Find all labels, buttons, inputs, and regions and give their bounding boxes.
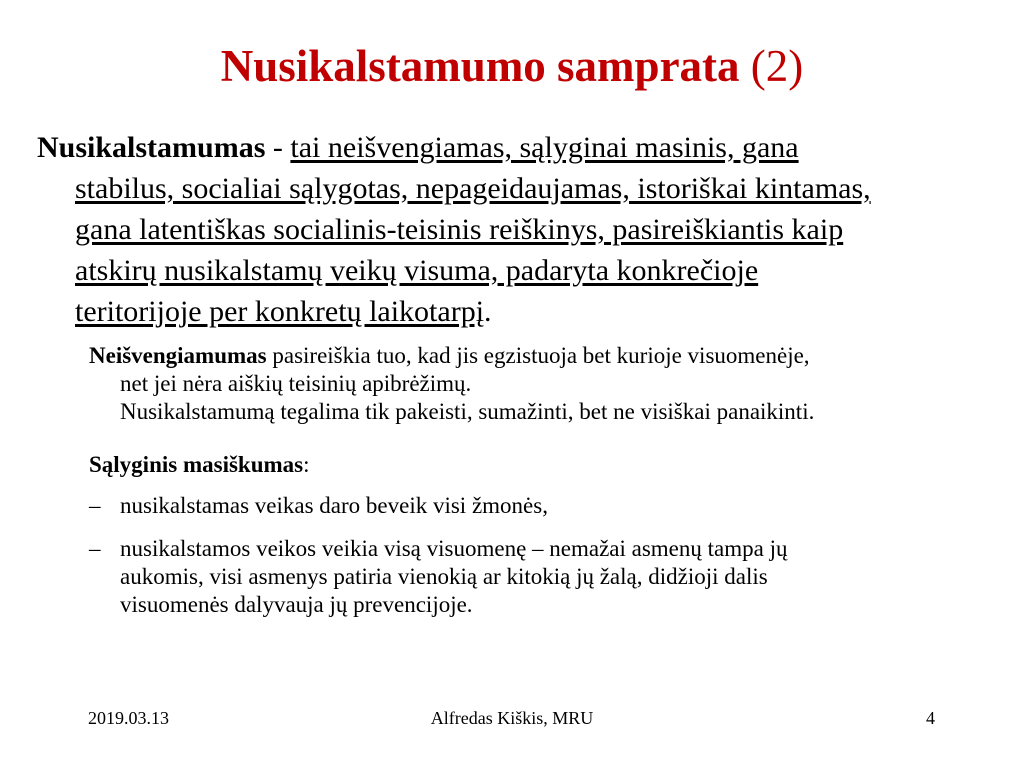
mass-colon: : xyxy=(303,452,310,477)
definition-line-2: stabilus, socialiai sąlygotas, nepageidaujamas, istoriškai kintamas, xyxy=(75,172,871,205)
list-item-line: nusikalstamos veikos veikia visą visuomenę – nemažai asmenų tampa jų xyxy=(120,536,788,561)
definition-line-5: teritorijoje per konkretų laikotarpį xyxy=(75,295,485,328)
definition-paragraph xyxy=(37,127,997,332)
list-item xyxy=(89,535,994,619)
slide-title-suffix: (2) xyxy=(739,41,804,91)
footer-author: Alfredas Kiškis, MRU xyxy=(430,708,594,728)
slide-title xyxy=(0,38,1024,94)
definition-line-1: tai neišvengiamas, sąlyginai masinis, gana xyxy=(290,131,799,164)
inevitability-term: Neišvengiamumas xyxy=(89,343,267,368)
dash-bullet: – xyxy=(89,536,101,561)
inevitability-line-1: pasireiškia tuo, kad jis egzistuoja bet kurioje visuomenėje, xyxy=(266,343,810,368)
definition-separator: - xyxy=(265,131,291,164)
inevitability-paragraph xyxy=(89,342,994,426)
slide-title-main: Nusikalstamumo samprata xyxy=(220,41,740,91)
definition-line-4: atskirų nusikalstamų veikų visuma, padaryta konkrečioje xyxy=(75,254,759,287)
inevitability-line-2: net jei nėra aiškių teisinių apibrėžimų. xyxy=(120,371,472,396)
definition-end: . xyxy=(484,295,492,328)
mass-term: Sąlyginis masiškumas xyxy=(89,452,304,477)
footer-date: 2019.03.13 xyxy=(88,708,169,728)
definition-line-3: gana latentiškas socialinis-teisinis reiškinys, pasireiškiantis kaip xyxy=(75,213,844,246)
list-item-line: visuomenės dalyvauja jų prevencijoje. xyxy=(120,592,473,617)
list-item xyxy=(89,492,994,520)
list-item-line: aukomis, visi asmenys patiria vienokią ar kitokią jų žalą, didžioji dalis xyxy=(120,564,768,589)
mass-heading xyxy=(89,451,994,479)
dash-bullet: – xyxy=(89,493,101,518)
list-item-line: nusikalstamas veikas daro beveik visi žmonės, xyxy=(120,493,548,518)
definition-term: Nusikalstamumas xyxy=(37,131,266,164)
page-number: 4 xyxy=(926,708,935,728)
inevitability-line-3: Nusikalstamumą tegalima tik pakeisti, sumažinti, bet ne visiškai panaikinti. xyxy=(120,399,815,424)
